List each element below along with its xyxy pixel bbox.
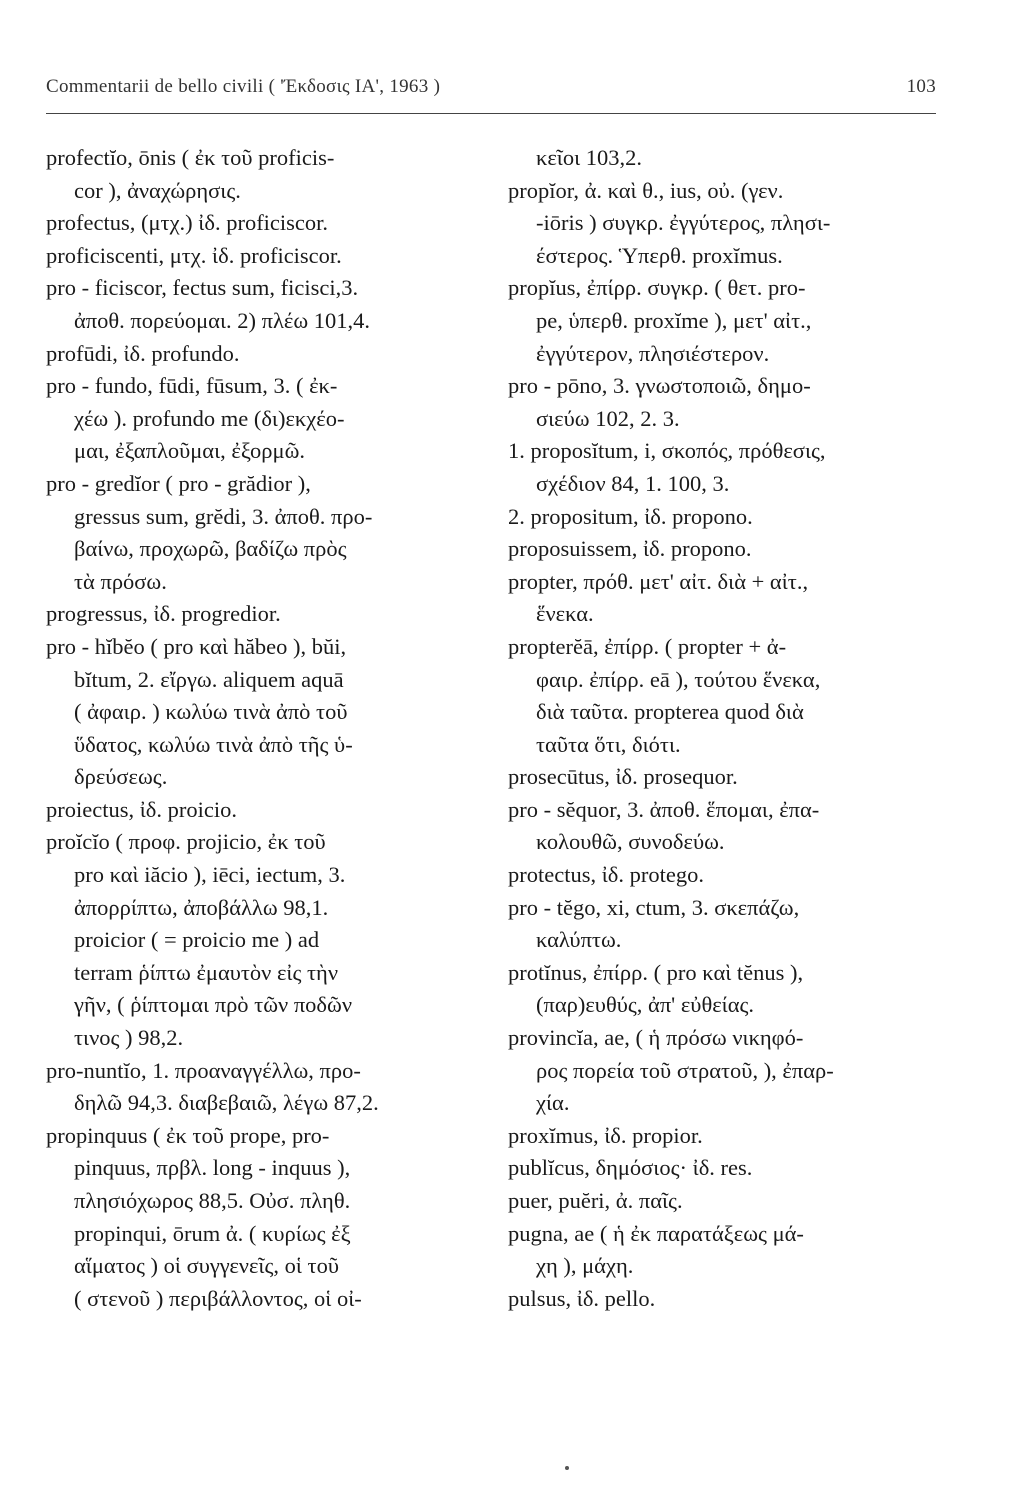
entry-line: progressus, ἰδ. progredior. bbox=[46, 601, 281, 627]
entry-line: pro-nuntĭo, 1. προαναγγέλλω, προ- bbox=[46, 1057, 361, 1083]
entry-line: χέω ). profundo me (δι)εκχέο- bbox=[74, 405, 345, 431]
page-dot-mark bbox=[565, 1466, 569, 1470]
entry-line: propinqui, ōrum ἀ. ( κυρίως ἐξ bbox=[74, 1220, 351, 1246]
entry-line: profectĭo, ōnis ( ἐκ τοῦ proficis- bbox=[46, 145, 335, 170]
entry-line: pro - ficiscor, fectus sum, ficisci,3. bbox=[46, 275, 359, 301]
entry-line: φαιρ. ἐπίρρ. eā ), τούτου ἕνεκα, bbox=[536, 666, 821, 692]
entry-line: μαι, ἐξαπλοῦμαι, ἐξορμῶ. bbox=[74, 438, 306, 464]
entry-line: proiectus, ἰδ. proicio. bbox=[46, 796, 237, 822]
entry-line: ὕδατος, κωλύω τινὰ ἀπὸ τῆς ὑ- bbox=[74, 731, 353, 757]
entry-line: proicior ( = proicio me ) ad bbox=[74, 927, 320, 953]
entry-line: σιεύω 102, 2. 3. bbox=[536, 405, 680, 431]
header-rule bbox=[46, 113, 936, 114]
entry-line: pulsus, ἰδ. pello. bbox=[508, 1285, 656, 1311]
entry-line: κεῖοι 103,2. bbox=[536, 145, 643, 170]
entry-line: pro - fundo, fūdi, fūsum, 3. ( ἐκ- bbox=[46, 373, 338, 399]
entry-line: τὰ πρόσω. bbox=[74, 568, 167, 594]
entry-line: βαίνω, προχωρῶ, βαδίζω πρὸς bbox=[74, 536, 347, 562]
entry-line: πλησιόχωρος 88,5. Οὐσ. πληθ. bbox=[74, 1188, 351, 1213]
entry-line: (παρ)ευθύς, ἀπ' εὐθείας. bbox=[536, 992, 755, 1018]
entry-line: proxĭmus, ἰδ. propior. bbox=[508, 1122, 703, 1148]
entry-line: καλύπτω. bbox=[536, 927, 622, 953]
entry-line: propinquus ( ἐκ τοῦ prope, pro- bbox=[46, 1122, 330, 1148]
running-head bbox=[46, 72, 936, 104]
page-number: 103 bbox=[906, 76, 936, 97]
entry-line: propter, πρόθ. μετ' αἰτ. διὰ + αἰτ., bbox=[508, 568, 809, 594]
entry-line: pro - tĕgo, xi, ctum, 3. σκεπάζω, bbox=[508, 894, 800, 920]
entry-line: provincĭa, ae, ( ἡ πρόσω νικηφό- bbox=[508, 1025, 804, 1051]
entry-line: pe, ὑπερθ. proxĭme ), μετ' αἰτ., bbox=[536, 307, 812, 333]
entry-line: δηλῶ 94,3. διαβεβαιῶ, λέγω 87,2. bbox=[74, 1090, 379, 1116]
right-column bbox=[508, 142, 948, 1315]
entry-line: gressus sum, grĕdi, 3. ἀποθ. προ- bbox=[74, 503, 373, 529]
entry-line: profūdi, ἰδ. profundo. bbox=[46, 340, 240, 366]
entry-line: δρεύσεως. bbox=[74, 764, 168, 790]
entry-line: έστερος. Ὑπερθ. proxĭmus. bbox=[536, 242, 783, 268]
entry-line: puer, puĕri, ἀ. παῖς. bbox=[508, 1188, 683, 1213]
running-title: Commentarii de bello civili ( 'Έκδοσις ΙΑ', 1963 ) bbox=[46, 76, 441, 97]
entry-line: pro καὶ iăcio ), iēci, iectum, 3. bbox=[74, 862, 346, 888]
entry-line: propĭor, ἀ. καὶ θ., ius, οὐ. (γεν. bbox=[508, 177, 784, 203]
entry-line: κολουθῶ, συνοδεύω. bbox=[536, 829, 725, 855]
entry-line: γῆν, ( ῥίπτομαι πρὸ τῶν ποδῶν bbox=[74, 992, 353, 1018]
entry-line: ἀπορρίπτω, ἀποβάλλω 98,1. bbox=[74, 894, 329, 920]
entry-line: publĭcus, δημόσιος· ἰδ. res. bbox=[508, 1155, 753, 1181]
entry-line: bĭtum, 2. εἴργω. aliquem aquā bbox=[74, 666, 344, 692]
entry-line: pugna, ae ( ἡ ἐκ παρατάξεως μά- bbox=[508, 1220, 804, 1246]
entry-line: pro - gredĭor ( pro - grădior ), bbox=[46, 470, 311, 496]
entry-line: χία. bbox=[536, 1090, 570, 1116]
entry-line: propĭus, ἐπίρρ. συγκρ. ( θετ. pro- bbox=[508, 275, 806, 301]
entry-line: prosecūtus, ἰδ. prosequor. bbox=[508, 764, 738, 790]
entry-line: σχέδιον 84, 1. 100, 3. bbox=[536, 470, 730, 496]
entry-line: proĭcĭo ( προφ. projicio, ἐκ τοῦ bbox=[46, 829, 326, 855]
entry-line: ἐγγύτερον, πλησιέστερον. bbox=[536, 340, 770, 366]
entry-line: proficiscenti, μτχ. ἰδ. proficiscor. bbox=[46, 242, 342, 268]
entry-line: terram ῥίπτω ἐμαυτὸν εἰς τὴν bbox=[74, 959, 339, 985]
entry-line: pro - sĕquor, 3. ἀποθ. ἕπομαι, ἐπα- bbox=[508, 796, 820, 822]
entry-line: pro - pōno, 3. γνωστοποιῶ, δημο- bbox=[508, 373, 811, 399]
entry-line: ( στενοῦ ) περιβάλλοντος, οἱ οἰ- bbox=[74, 1285, 362, 1311]
entry-line: ( ἀφαιρ. ) κωλύω τινὰ ἀπὸ τοῦ bbox=[74, 699, 348, 725]
entry-line: -iōris ) συγκρ. ἐγγύτερος, πλησι- bbox=[536, 210, 831, 236]
entry-line: ἕνεκα. bbox=[536, 601, 594, 627]
entry-line: protectus, ἰδ. protego. bbox=[508, 862, 704, 888]
entry-line: profectus, (μτχ.) ἰδ. proficiscor. bbox=[46, 210, 329, 236]
entry-line: ταῦτα ὅτι, διότι. bbox=[536, 731, 681, 757]
entry-line: 2. propositum, ἰδ. propono. bbox=[508, 503, 753, 529]
entry-line: διὰ ταῦτα. propterea quod διὰ bbox=[536, 699, 804, 725]
entry-line: cor ), ἀναχώρησις. bbox=[74, 177, 241, 203]
left-column bbox=[46, 142, 486, 1315]
entry-line: 1. proposĭtum, i, σκοπός, πρόθεσις, bbox=[508, 438, 826, 464]
entry-line: χη ), μάχη. bbox=[536, 1253, 634, 1279]
entry-line: τινος ) 98,2. bbox=[74, 1025, 184, 1051]
entry-line: propterĕā, ἐπίρρ. ( propter + ἀ- bbox=[508, 633, 787, 659]
entry-line: pro - hĭbĕo ( pro καὶ hăbeo ), bŭi, bbox=[46, 633, 347, 659]
entry-line: αἵματος ) οἱ συγγενεῖς, οἱ τοῦ bbox=[74, 1253, 339, 1279]
entry-line: ρος πορεία τοῦ στρατοῦ, ), ἐπαρ- bbox=[536, 1057, 834, 1083]
entry-line: pinquus, πρβλ. long - inquus ), bbox=[74, 1155, 351, 1181]
entry-line: protĭnus, ἐπίρρ. ( pro καὶ tĕnus ), bbox=[508, 959, 804, 985]
entry-line: ἀποθ. πορεύομαι. 2) πλέω 101,4. bbox=[74, 307, 371, 333]
entry-line: proposuissem, ἰδ. propono. bbox=[508, 536, 752, 562]
